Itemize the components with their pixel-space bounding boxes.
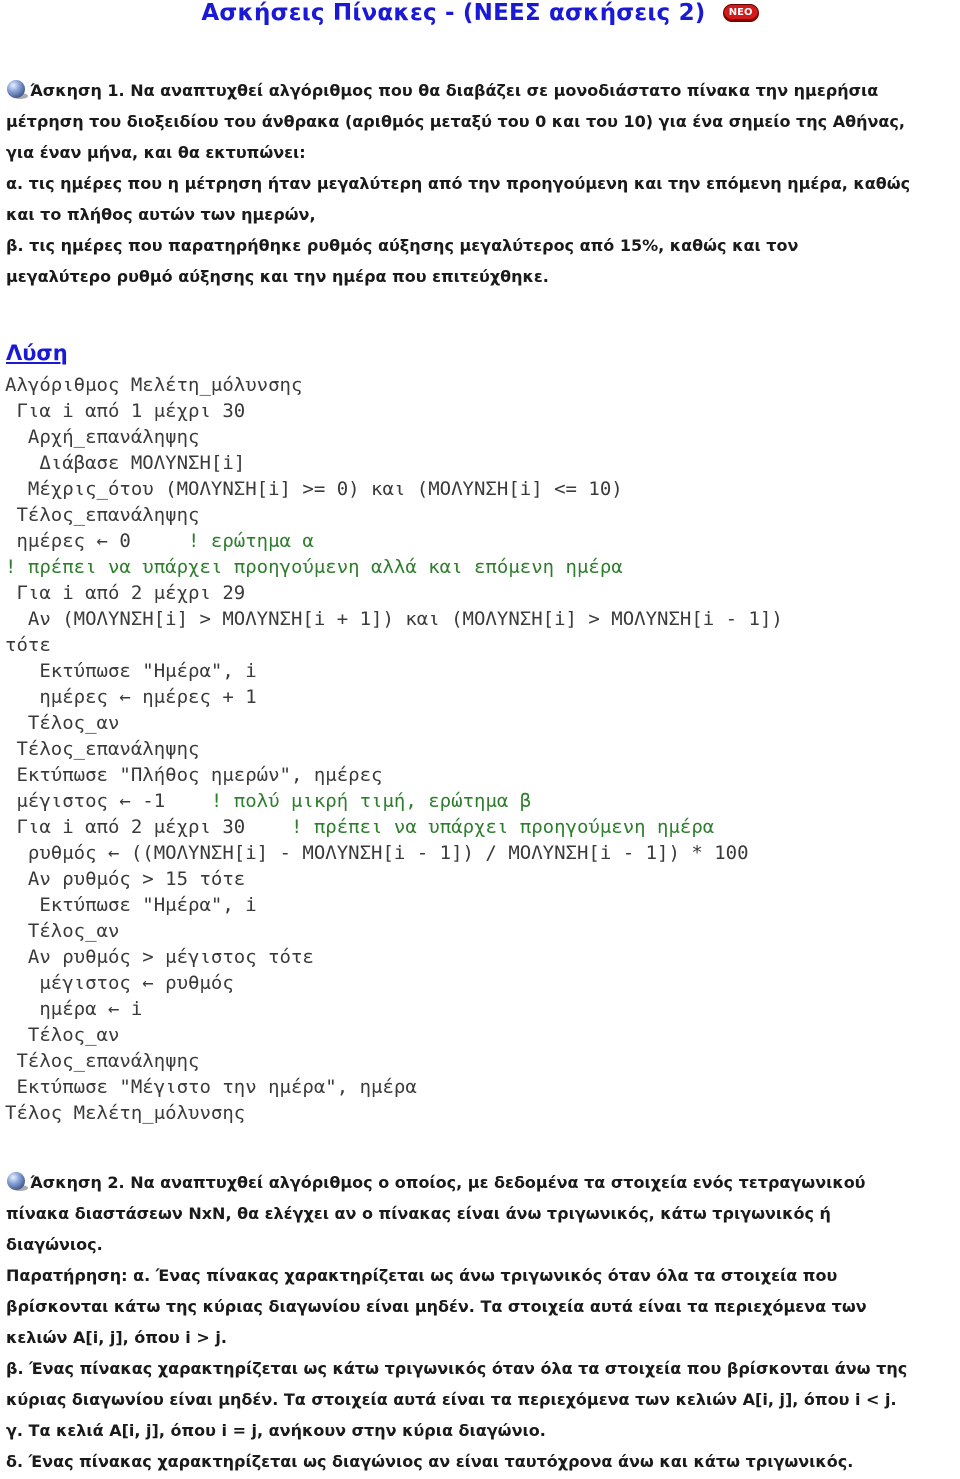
code-text: τότε [5, 634, 51, 656]
code-text: Αν ρυθμός > 15 τότε [5, 868, 246, 890]
code-line [5, 684, 955, 710]
exercise-1-line-2: μέτρηση του διοξειδίου του άνθρακα (αριθμός μεταξύ του 0 και του 10) για ένα σημείο της Αθήνας, [6, 112, 905, 131]
exercise-1-heading: Άσκηση 1. [30, 81, 125, 100]
code-line [5, 840, 955, 866]
code-text: Τέλος_αν [5, 712, 120, 734]
code-line [5, 580, 955, 606]
code-line [5, 632, 955, 658]
code-text: ημέρα ← i [5, 998, 143, 1020]
code-comment: ! πρέπει να υπάρχει προηγούμενη αλλά και επόμενη ημέρα [5, 556, 623, 578]
exercise-2-note-3: κελιών A[i, j], όπου i > j. [6, 1328, 227, 1347]
code-text: Τέλος_επανάληψης [5, 504, 200, 526]
code-text: μέγιστος ← ρυθμός [5, 972, 234, 994]
exercise-2-statement [6, 1167, 954, 1477]
code-text: Αν (ΜΟΛΥΝΣΗ[i] > ΜΟΛΥΝΣΗ[i + 1]) και (ΜΟΛΥΝΣΗ[i] > ΜΟΛΥΝΣΗ[i - 1]) [5, 608, 783, 630]
code-text: Για i από 2 μέχρι 29 [5, 582, 246, 604]
code-line [5, 528, 955, 554]
code-line [5, 1048, 955, 1074]
exercise-1-statement [6, 75, 954, 292]
exercise-1-line-1: Άσκηση 1. Να αναπτυχθεί αλγόριθμος που θα διαβάζει σε μονοδιάστατο πίνακα την ημερήσια [6, 75, 954, 106]
code-line [5, 1100, 955, 1126]
page-header [0, 0, 960, 28]
code-comment: ! πρέπει να υπάρχει προηγούμενη ημέρα [290, 816, 715, 838]
code-line [5, 918, 955, 944]
code-text: Μέχρις_ότου (ΜΟΛΥΝΣΗ[i] >= 0) και (ΜΟΛΥΝΣΗ[i] <= 10) [5, 478, 623, 500]
code-text: Εκτύπωσε "Μέγιστο την ημέρα", ημέρα [5, 1076, 417, 1098]
exercise-1-line-3: για έναν μήνα, και θα εκτυπώνει: [6, 143, 306, 162]
code-text: μέγιστος ← -1 [5, 790, 211, 812]
code-line [5, 996, 955, 1022]
code-line [5, 866, 955, 892]
code-line [5, 736, 955, 762]
new-badge-icon: ΝΕΟ [723, 4, 759, 22]
code-text: Διάβασε ΜΟΛΥΝΣΗ[i] [5, 452, 246, 474]
page-title: Ασκήσεις Πίνακες - (ΝΕΕΣ ασκήσεις 2) [201, 0, 706, 26]
code-text: Εκτύπωσε "Ημέρα", i [5, 894, 257, 916]
code-text: ρυθμός ← ((ΜΟΛΥΝΣΗ[i] - ΜΟΛΥΝΣΗ[i - 1]) / ΜΟΛΥΝΣΗ[i - 1]) * 100 [5, 842, 749, 864]
code-line [5, 476, 955, 502]
code-line [5, 424, 955, 450]
exercise-2-note-1: Παρατήρηση: α. Ένας πίνακας χαρακτηρίζεται ως άνω τριγωνικός όταν όλα τα στοιχεία που [6, 1266, 838, 1285]
code-line [5, 658, 955, 684]
code-line [5, 892, 955, 918]
code-line [5, 372, 955, 398]
code-line [5, 502, 955, 528]
exercise-2-note-2: βρίσκονται κάτω της κύριας διαγωνίου είναι μηδέν. Τα στοιχεία αυτά είναι τα περιεχόμενα των [6, 1297, 867, 1316]
code-text: Τέλος_επανάληψης [5, 738, 200, 760]
code-line [5, 814, 955, 840]
exercise-2-heading: Άσκηση 2. [30, 1173, 125, 1192]
code-text: ημέρες ← ημέρες + 1 [5, 686, 257, 708]
code-text: Για i από 1 μέχρι 30 [5, 400, 246, 422]
code-line [5, 398, 955, 424]
exercise-1-item-a-2: και το πλήθος αυτών των ημερών, [6, 205, 316, 224]
code-text: ημέρες ← 0 [5, 530, 189, 552]
code-text: Αρχή_επανάληψης [5, 426, 200, 448]
code-line [5, 944, 955, 970]
code-line [5, 450, 955, 476]
code-line [5, 710, 955, 736]
code-text: Εκτύπωσε "Ημέρα", i [5, 660, 257, 682]
sphere-bullet-icon [6, 80, 28, 100]
exercise-2-item-c: γ. Τα κελιά A[i, j], όπου i = j, ανήκουν στην κύρια διαγώνιο. [6, 1421, 546, 1440]
code-text: Τέλος Μελέτη_μόλυνσης [5, 1102, 246, 1124]
code-line [5, 762, 955, 788]
sphere-bullet-icon [6, 1172, 28, 1192]
code-text: Για i από 2 μέχρι 30 [5, 816, 291, 838]
exercise-2-item-d: δ. Ένας πίνακας χαρακτηρίζεται ως διαγώνιος αν είναι ταυτόχρονα άνω και κάτω τριγωνικός. [6, 1452, 854, 1471]
exercise-2-item-b-2: κύριας διαγωνίου είναι μηδέν. Τα στοιχεία αυτά είναι τα περιεχόμενα των κελιών A[i, j], όπου i < j. [6, 1390, 897, 1409]
code-text: Τέλος_αν [5, 920, 120, 942]
code-line [5, 606, 955, 632]
code-text: Αν ρυθμός > μέγιστος τότε [5, 946, 314, 968]
exercise-1-item-a-1: α. τις ημέρες που η μέτρηση ήταν μεγαλύτερη από την προηγούμενη και την επόμενη ημέρα, καθώς [6, 174, 911, 193]
solution-link[interactable]: Λύση [6, 341, 68, 365]
exercise-2-item-b-1: β. Ένας πίνακας χαρακτηρίζεται ως κάτω τριγωνικός όταν όλα τα στοιχεία που βρίσκονται άνω της [6, 1359, 908, 1378]
exercise-1-item-b-2: μεγαλύτερο ρυθμό αύξησης και την ημέρα που επιτεύχθηκε. [6, 267, 549, 286]
exercise-1-item-b-1: β. τις ημέρες που παρατηρήθηκε ρυθμός αύξησης μεγαλύτερος από 15%, καθώς και τον [6, 236, 799, 255]
code-text: Τέλος_επανάληψης [5, 1050, 200, 1072]
code-text: Τέλος_αν [5, 1024, 120, 1046]
code-line [5, 970, 955, 996]
code-line [5, 1074, 955, 1100]
code-comment: ! ερώτημα α [188, 530, 314, 552]
code-line [5, 788, 955, 814]
code-line [5, 1022, 955, 1048]
code-line [5, 554, 955, 580]
exercise-2-line-2: πίνακα διαστάσεων ΝxΝ, θα ελέγχει αν ο πίνακας είναι άνω τριγωνικός, κάτω τριγωνικός ή [6, 1204, 831, 1223]
code-comment: ! πολύ μικρή τιμή, ερώτημα β [210, 790, 532, 812]
pseudocode-block [5, 372, 955, 1126]
code-text: Αλγόριθμος Μελέτη_μόλυνσης [5, 374, 303, 396]
exercise-2-line-1: Άσκηση 2. Να αναπτυχθεί αλγόριθμος ο οποίος, με δεδομένα τα στοιχεία ενός τετραγωνικού [6, 1167, 954, 1198]
exercise-2-line-3: διαγώνιος. [6, 1235, 103, 1254]
code-text: Εκτύπωσε "Πλήθος ημερών", ημέρες [5, 764, 383, 786]
